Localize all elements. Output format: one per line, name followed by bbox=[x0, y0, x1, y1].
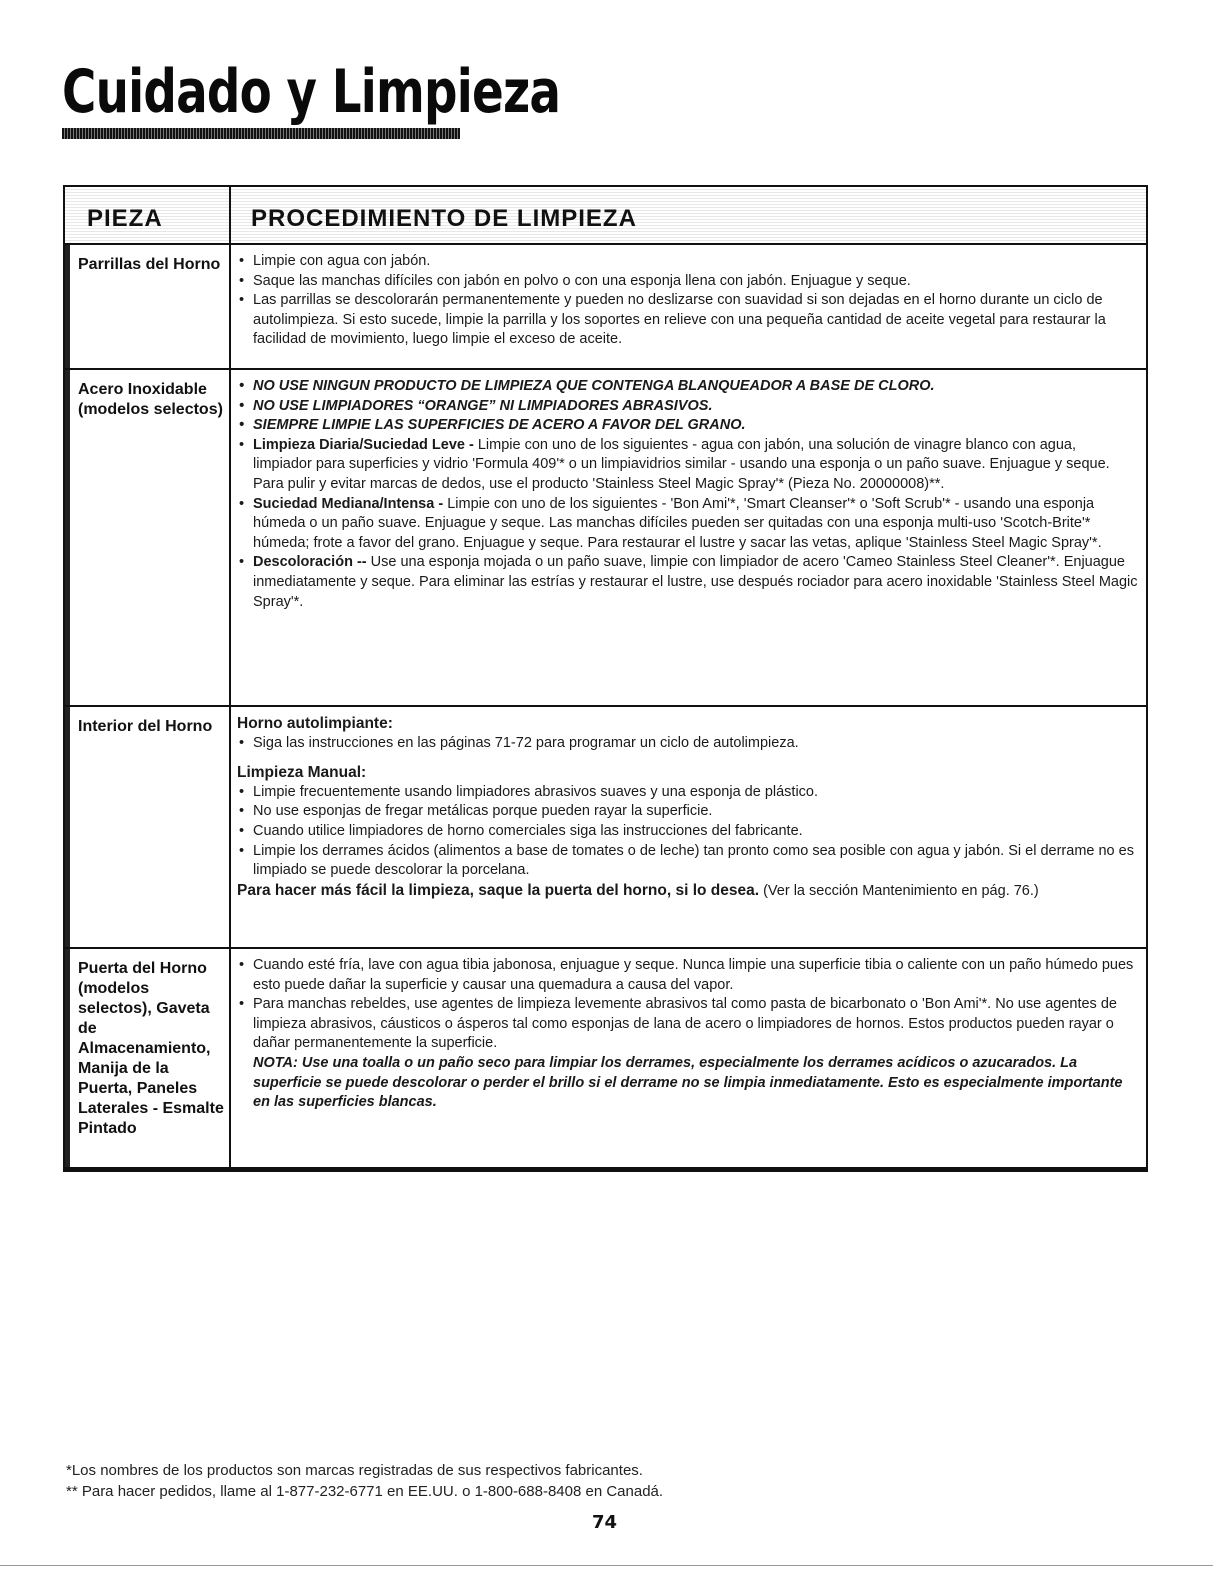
tip-bold: Para hacer más fácil la limpieza, saque la puerta del horno, si lo desea. bbox=[237, 881, 760, 899]
procedure-cell bbox=[231, 370, 1146, 705]
list-item bbox=[237, 495, 1138, 554]
title-underline bbox=[62, 128, 460, 139]
footnote: ** Para hacer pedidos, llame al 1-877-232-6771 en EE.UU. o 1-800-688-8408 en Canadá. bbox=[66, 1483, 664, 1500]
item-text: Use una esponja mojada o un paño suave, limpie con limpiador de acero 'Cameo Stainless Steel Cleaner'*. Enjuague inmediatamente y seque. Para eliminar las estrías y restaurar el lustre, use después rociador para acero inoxidable 'Stainless Steel Magic Spray'*. bbox=[253, 554, 1138, 610]
list-item: • No use esponjas de fregar metálicas porque pueden rayar la superficie. bbox=[237, 802, 1138, 822]
warning-item: • SIEMPRE LIMPIE LAS SUPERFICIES DE ACERO A FAVOR DEL GRANO. bbox=[237, 416, 1138, 436]
part-label: Parrillas del Horno bbox=[65, 245, 231, 368]
list-item: • Limpie con agua con jabón. bbox=[237, 252, 1138, 272]
part-label: Acero Inoxidable (modelos selectos) bbox=[65, 370, 231, 705]
table-row-oven-interior bbox=[65, 707, 1146, 949]
bottom-divider bbox=[0, 1565, 1213, 1566]
tip-note: (Ver la sección Mantenimiento en pág. 76.) bbox=[759, 882, 1039, 899]
item-text: Limpie con uno de los siguientes - agua con jabón, una solución de vinagre blanco con agua, limpiador para superficies y vidrio 'Formula 409'* o un limpiavidrios similar - usando una esponja o un paño suave. Enjuague y seque. Para pulir y evitar marcas de dedos, use el producto 'Stainless Steel Magic Spray'* (Pieza No. 20000008)**. bbox=[253, 436, 1110, 492]
warning-item: • NO USE LIMPIADORES “ORANGE” NI LIMPIADORES ABRASIVOS. bbox=[237, 397, 1138, 417]
table-row-stainless-steel bbox=[65, 370, 1146, 707]
part-label: Puerta del Horno (modelos selectos), Gaveta de Almacenamiento, Manija de la Puerta, Paneles Laterales - Esmalte Pintado bbox=[65, 949, 231, 1167]
procedure-cell bbox=[231, 707, 1146, 947]
list-item: • Siga las instrucciones en las páginas 71-72 para programar un ciclo de autolimpieza. bbox=[237, 734, 1138, 754]
list-item: • Para manchas rebeldes, use agentes de limpieza levemente abrasivos tal como pasta de bicarbonato o 'Bon Ami'*. No use agentes de limpieza abrasivos, cáusticos o ásperos tal como esponjas de lana de acero o limpiadores de hornos. Estos productos pueden rayar o dañar permanentemente la superficie. bbox=[237, 995, 1138, 1054]
header-procedure: PROCEDIMIENTO DE LIMPIEZA bbox=[251, 205, 637, 232]
list-item: • Limpie frecuentemente usando limpiadores abrasivos suaves y una esponja de plástico. bbox=[237, 783, 1138, 803]
part-label: Interior del Horno bbox=[65, 707, 231, 947]
procedure-cell bbox=[231, 949, 1146, 1167]
page-number: 74 bbox=[592, 1512, 618, 1533]
item-lead: Descoloración -- bbox=[253, 554, 367, 571]
table-header bbox=[65, 187, 1146, 245]
list-item: • Limpie los derrames ácidos (alimentos a base de tomates o de leche) tan pronto como sea posible con agua y jabón. Si el derrame no es limpiado se puede descolorar la porcelana. bbox=[237, 842, 1138, 881]
list-item: • Las parrillas se descolorarán permanentemente y pueden no deslizarse con suavidad si son dejadas en el horno durante un ciclo de autolimpieza. Si esto sucede, limpie la parrilla y los soportes en relieve con una pequeña cantidad de aceite vegetal para restaurar la facilidad de movimiento, luego limpie el exceso de aceite. bbox=[237, 291, 1138, 350]
procedure-cell bbox=[231, 245, 1146, 368]
list-item bbox=[237, 553, 1138, 612]
cleaning-table bbox=[63, 185, 1148, 1172]
footnotes bbox=[66, 1460, 663, 1502]
table-row-painted-enamel bbox=[65, 949, 1146, 1167]
item-lead: Limpieza Diaria/Suciedad Leve - bbox=[253, 436, 474, 453]
tip-line bbox=[237, 881, 1138, 902]
list-item: • Cuando esté fría, lave con agua tibia jabonosa, enjuague y seque. Nunca limpie una superficie tibia o caliente con un paño húmedo pues esto puede dañar la superficie y causar una quemadura a causa del vapor. bbox=[237, 956, 1138, 995]
page-title: Cuidado y Limpieza bbox=[62, 57, 561, 127]
footnote: *Los nombres de los productos son marcas registradas de sus respectivos fabricantes. bbox=[66, 1462, 643, 1479]
list-item: • Cuando utilice limpiadores de horno comerciales siga las instrucciones del fabricante. bbox=[237, 822, 1138, 842]
note-text: NOTA: Use una toalla o un paño seco para limpiar los derrames, especialmente los derrames acídicos o azucarados. La superficie se puede descolorar o perder el brillo si el derrame no se limpia inmediatamente. Esto es especialmente importante en las superficies blancas. bbox=[253, 1054, 1123, 1111]
header-part: PIEZA bbox=[65, 187, 231, 243]
item-text: Limpie con uno de los siguientes - 'Bon Ami'*, 'Smart Cleanser'* o 'Soft Scrub'* - usando una esponja húmeda o un paño suave. Enjuague y seque. Las manchas difíciles pueden ser quitadas con una esponja multi-uso 'Scotch-Brite'* húmeda; frote a favor del grano. Enjuague y seque. Para restaurar el lustre y sacar las vetas, aplique 'Stainless Steel Magic Spray'*. bbox=[253, 495, 1102, 551]
list-item bbox=[237, 436, 1138, 495]
warning-item: • NO USE NINGUN PRODUCTO DE LIMPIEZA QUE CONTENGA BLANQUEADOR A BASE DE CLORO. bbox=[237, 377, 1138, 397]
item-lead: Suciedad Mediana/Intensa - bbox=[253, 495, 444, 512]
subheading-manual: Limpieza Manual: bbox=[237, 764, 367, 782]
subheading-self-clean: Horno autolimpiante: bbox=[237, 715, 393, 732]
table-row-oven-racks bbox=[65, 245, 1146, 370]
list-item: • Saque las manchas difíciles con jabón en polvo o con una esponja llena con jabón. Enjuague y seque. bbox=[237, 272, 1138, 292]
